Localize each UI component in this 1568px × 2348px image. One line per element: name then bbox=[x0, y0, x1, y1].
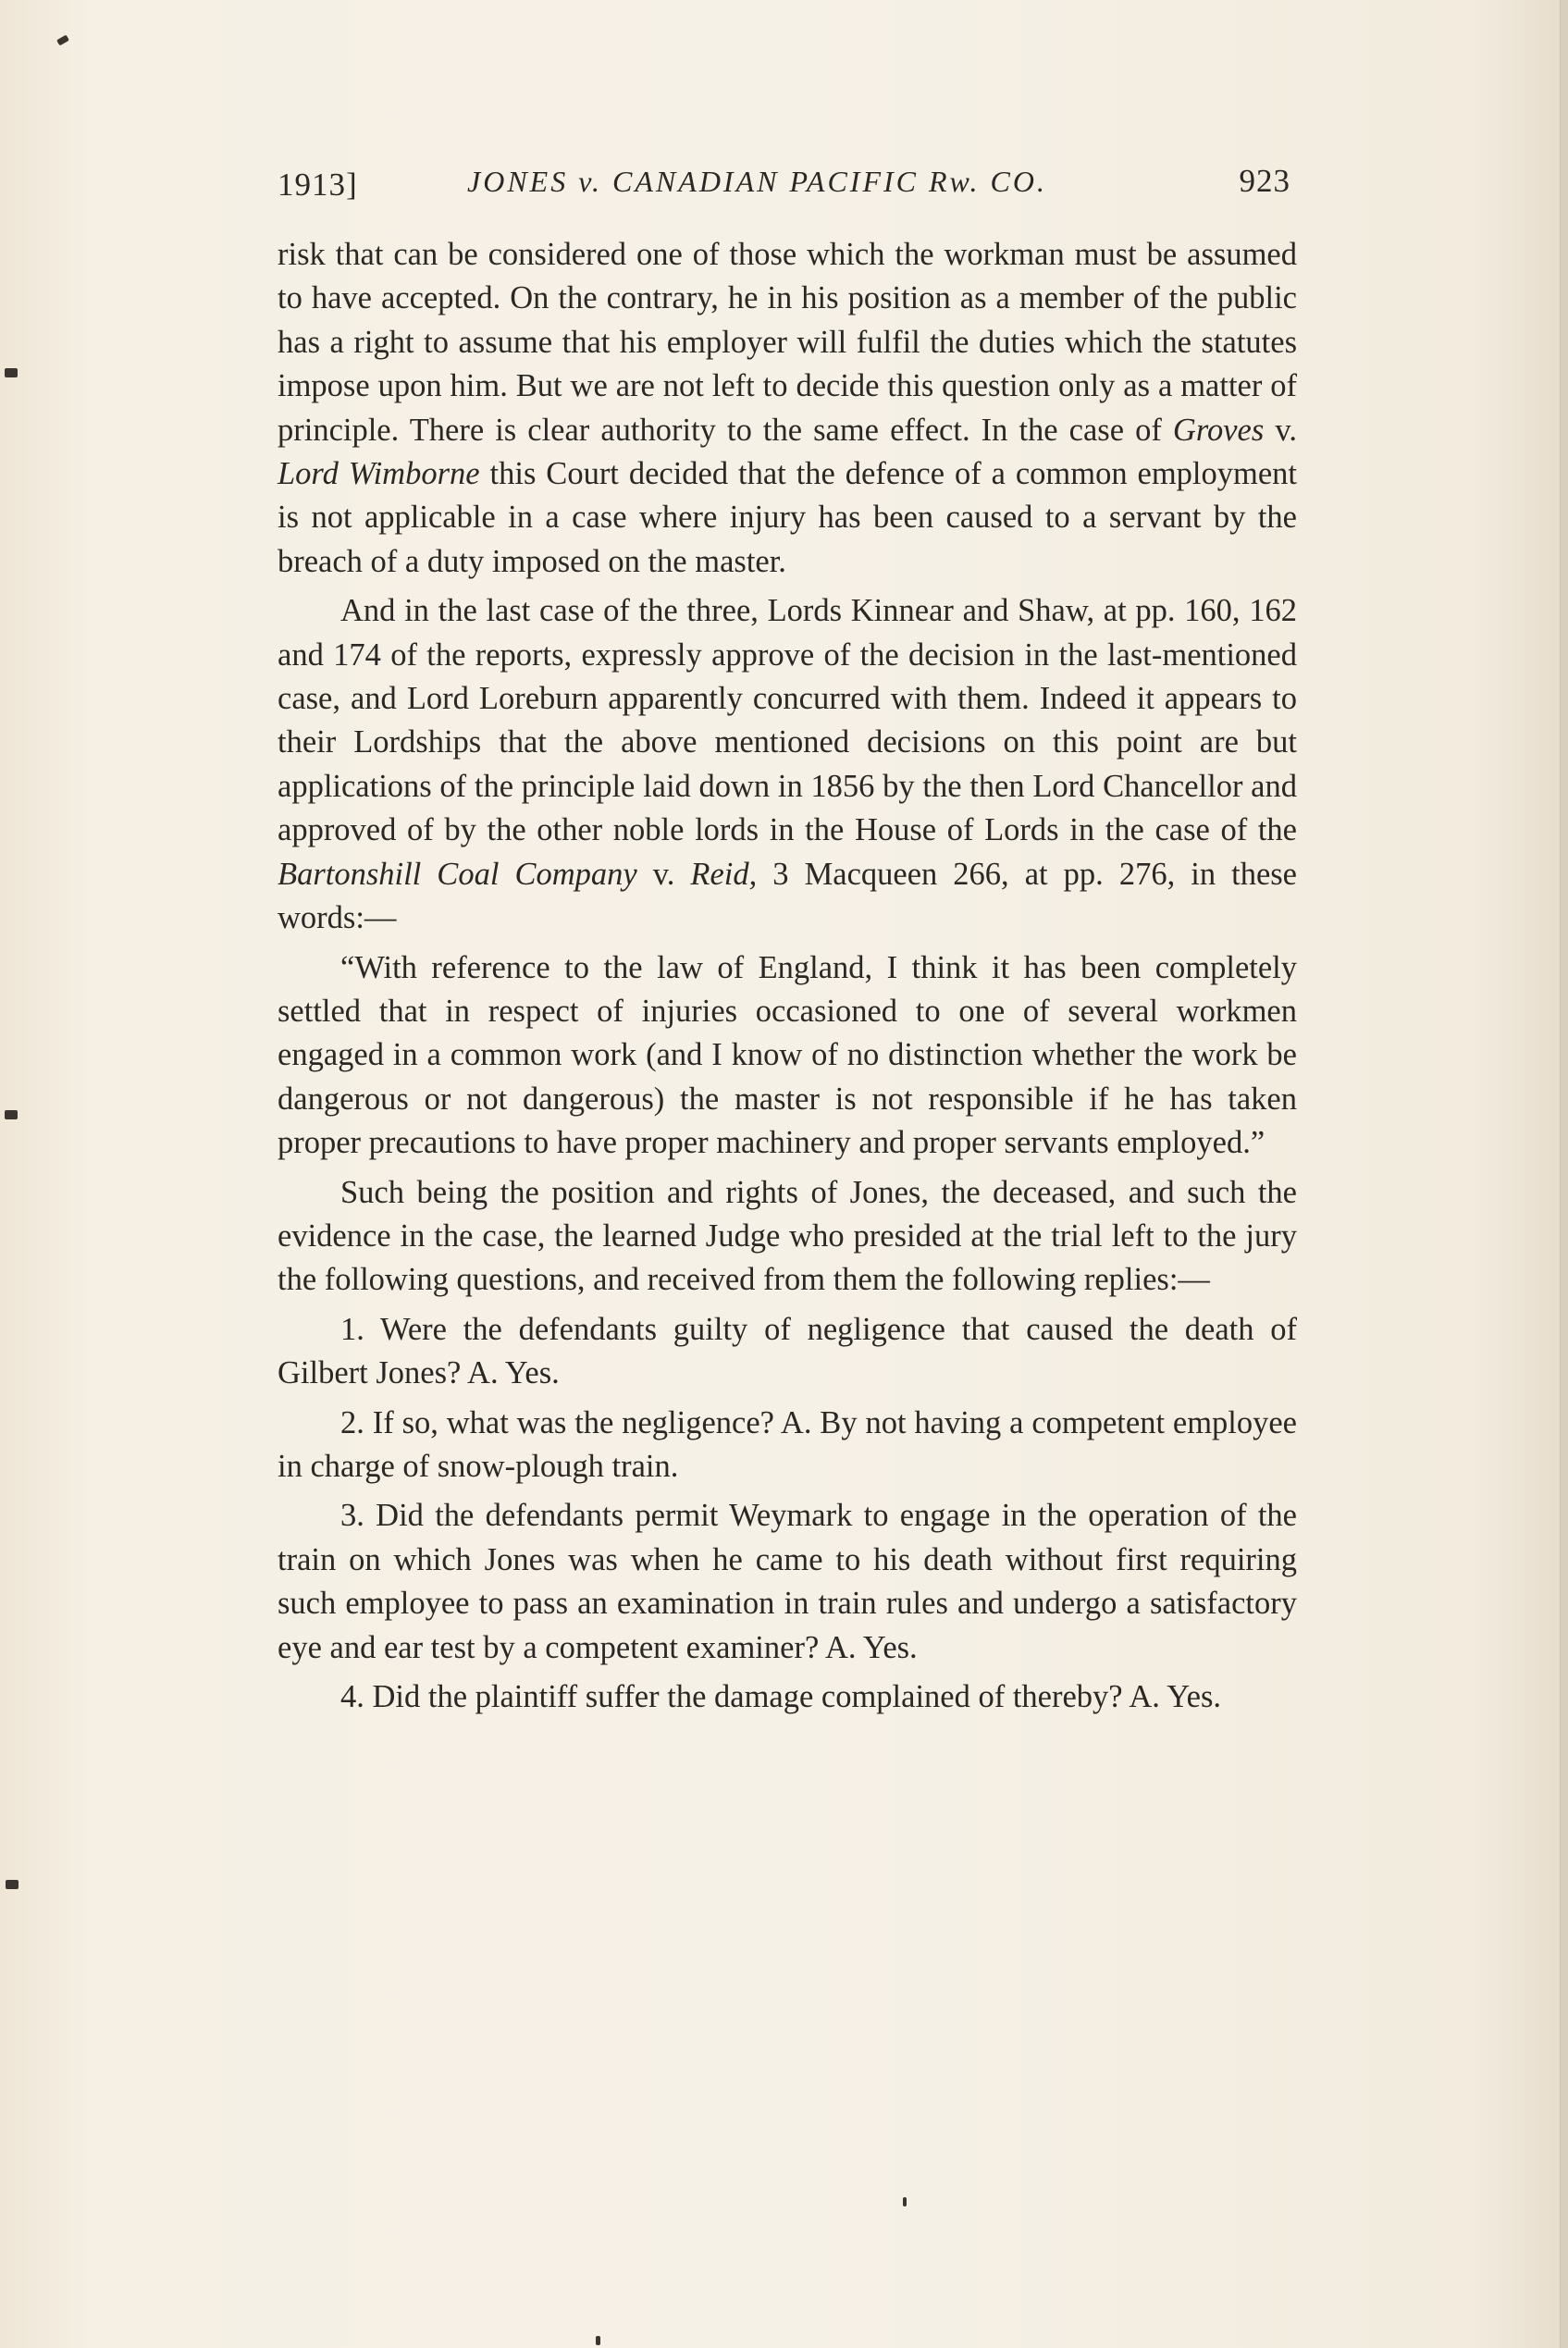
paragraph: risk that can be considered one of those which the workman must be assumed to have accepted. On the contrary, he in his position as a member of the public has a right to assume that his employer will fulfil the duties which the statutes impose upon him. But we are not left to decide this question only as a matter of principle. There is clear authority to the same effect. In the case of Groves v. Lord Wimborne this Court decided that the defence of a common employment is not applicable in a case where injury has been caused to a servant by the breach of a duty imposed on the master. bbox=[278, 237, 1297, 579]
ink-speck bbox=[6, 1880, 19, 1889]
paragraph: And in the last case of the three, Lords Kinnear and Shaw, at pp. 160, 162 and 174 of the reports, expressly approve of the decision in the last-mentioned case, and Lord Loreburn apparently concurred with them. Indeed it appears to their Lordships that the above mentioned decisions on this point are but applications of the principle laid down in 1856 by the then Lord Chancellor and approved of by the other noble lords in the House of Lords in the case of the Bartonshill Coal Company v. Reid, 3 Macqueen 266, at pp. 276, in these words:— bbox=[278, 593, 1297, 936]
question-1: 1. Were the defendants guilty of negligence that caused the death of Gilbert Jones? A. Yes. bbox=[278, 1311, 1297, 1391]
question-3: 3. Did the defendants permit Weymark to engage in the operation of the train on which Jones was when he came to his death without first requiring such employee to pass an examination in train rules and undergo a satisfactory eye and ear test by a competent examiner? A. Yes. bbox=[278, 1498, 1297, 1665]
paragraph: Such being the position and rights of Jones, the deceased, and such the evidence in the case, the learned Judge who presided at the trial left to the jury the following questions, and received from them the following replies:— bbox=[278, 1174, 1297, 1298]
question-4: 4. Did the plaintiff suffer the damage complained of thereby? A. Yes. bbox=[340, 1679, 1222, 1714]
year-marker: 1913] bbox=[278, 167, 358, 203]
body-text bbox=[278, 233, 1297, 1724]
ink-speck bbox=[56, 34, 69, 45]
running-header bbox=[278, 159, 1290, 211]
ink-speck bbox=[903, 2197, 907, 2206]
quotation: “With reference to the law of England, I think it has been completely settled that in respect of injuries occasioned to one of several workmen engaged in a common work (and I know of no distinction whether the work be dangerous or not dangerous) the master is not responsible if he has taken proper precautions to have proper machinery and proper servants employed.” bbox=[278, 949, 1297, 1161]
ink-speck bbox=[5, 1110, 18, 1119]
ink-speck bbox=[5, 368, 18, 377]
page-number: 923 bbox=[1239, 163, 1290, 199]
running-title: JONES v. CANADIAN PACIFIC Rw. CO. bbox=[467, 165, 1047, 198]
page-edge bbox=[1560, 0, 1568, 2348]
question-2: 2. If so, what was the negligence? A. By not having a competent employee in charge of snow-plough train. bbox=[278, 1404, 1297, 1484]
ink-speck bbox=[596, 2336, 600, 2345]
